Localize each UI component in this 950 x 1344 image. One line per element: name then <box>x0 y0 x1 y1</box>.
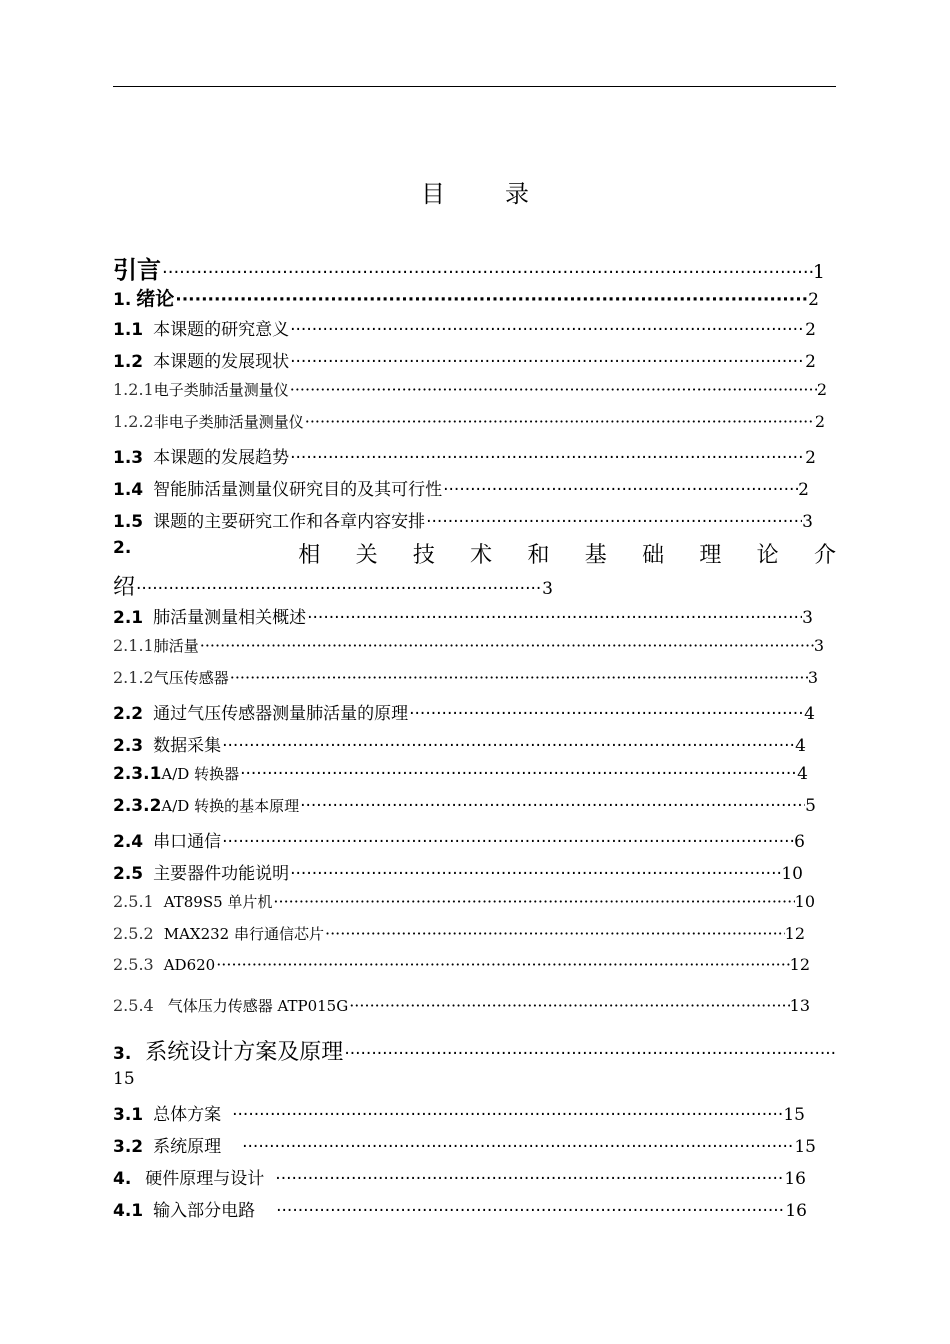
toc-entry[interactable] <box>113 603 813 628</box>
page-title <box>0 174 950 209</box>
toc-label: 非电子类肺活量测量仪 <box>153 413 304 431</box>
toc-entry[interactable] <box>113 379 827 400</box>
toc-entry[interactable] <box>113 284 819 311</box>
toc-leader <box>136 579 542 599</box>
toc-entry[interactable] <box>113 1035 836 1066</box>
toc-number: 1.4 <box>113 480 144 500</box>
toc-number: 2.5 <box>113 864 144 884</box>
toc-label: 绪论 <box>136 288 175 310</box>
toc-leader <box>242 1137 794 1157</box>
toc-label: 系统设计方案及原理 <box>145 1040 344 1065</box>
toc-label-char: 础 <box>642 543 665 568</box>
toc-number: 2.5.1 <box>113 892 154 911</box>
toc-leader <box>305 412 815 431</box>
toc-page: 5 <box>805 796 816 816</box>
toc-page: 10 <box>781 864 803 884</box>
toc-page: 12 <box>789 955 810 974</box>
toc-page: 15 <box>113 1069 135 1089</box>
toc-entry[interactable] <box>113 635 824 656</box>
toc-label-char: 理 <box>699 543 722 568</box>
toc-number: 2.3.1 <box>113 764 162 784</box>
toc-number: 1.2.2 <box>113 412 154 431</box>
toc-page: 10 <box>794 892 815 911</box>
toc-label: 通过气压传感器测量肺活量的原理 <box>153 704 409 724</box>
toc-page: 15 <box>794 1137 816 1157</box>
toc-label-char: 介 <box>813 543 836 568</box>
toc-number: 1. <box>113 290 132 310</box>
toc-number: 2.2 <box>113 704 144 724</box>
toc-number: 2.3.2 <box>113 796 162 816</box>
toc-page: 13 <box>789 996 810 1015</box>
toc-label: A/D 转换的基本原理 <box>161 797 300 815</box>
toc-entry-chapter-2[interactable] <box>113 538 836 569</box>
toc-entry[interactable] <box>113 315 816 340</box>
toc-leader <box>162 262 813 283</box>
toc-page: 15 <box>783 1105 805 1125</box>
toc-page: 2 <box>808 290 819 310</box>
toc-label-char: 基 <box>584 543 607 568</box>
toc-page: 4 <box>797 764 808 784</box>
toc-label: 本课题的发展现状 <box>153 352 290 372</box>
toc-label: 绍 <box>113 575 136 600</box>
toc-label: MAX232 串行通信芯片 <box>163 925 324 943</box>
toc-page: 16 <box>784 1169 806 1189</box>
toc-label: 电子类肺活量测量仪 <box>153 381 289 399</box>
toc-label: 输入部分电路 <box>153 1201 256 1221</box>
toc-page: 16 <box>785 1201 807 1221</box>
toc-number: 3. <box>113 1044 132 1064</box>
toc-label-char: 相 <box>298 543 321 568</box>
toc-page: 2 <box>805 320 816 340</box>
toc-label: A/D 转换器 <box>161 765 240 783</box>
toc-label-char: 论 <box>756 543 779 568</box>
toc-number: 2.4 <box>113 832 144 852</box>
toc-leader <box>222 832 794 852</box>
toc-page: 3 <box>542 579 553 599</box>
toc-entry[interactable] <box>113 891 815 912</box>
toc-entry-continuation[interactable] <box>113 1069 173 1089</box>
toc-leader <box>276 1201 785 1221</box>
title-char-1: 目 <box>421 180 445 208</box>
toc-number: 1.1 <box>113 320 144 340</box>
toc-number: 1.2.1 <box>113 380 154 399</box>
toc-label: AD620 <box>163 956 216 974</box>
toc-entry[interactable] <box>113 411 825 432</box>
toc-entry[interactable] <box>113 731 806 756</box>
toc-page: 2 <box>798 480 809 500</box>
toc-number: 2.5.2 <box>113 924 154 943</box>
toc-page: 2 <box>814 412 825 431</box>
toc-label: 本课题的发展趋势 <box>153 448 290 468</box>
toc-label: 课题的主要研究工作和各章内容安排 <box>153 512 426 532</box>
toc-label: 串口通信 <box>153 832 222 852</box>
toc-entry[interactable] <box>113 443 816 468</box>
toc-entry-continuation[interactable] <box>113 570 553 601</box>
toc-leader <box>216 955 789 974</box>
toc-number: 2.1.1 <box>113 636 154 655</box>
toc-number: 2.5.3 <box>113 955 154 974</box>
toc-leader <box>290 380 817 399</box>
toc-leader <box>230 668 808 687</box>
toc-entry[interactable] <box>113 1196 807 1221</box>
toc-number: 2.5.4 <box>113 996 154 1015</box>
toc-leader <box>443 480 798 500</box>
toc-label-char: 术 <box>470 543 493 568</box>
toc-leader <box>300 796 805 816</box>
toc-entry[interactable] <box>113 1164 806 1189</box>
toc-leader <box>426 512 802 532</box>
toc-page: 3 <box>802 512 813 532</box>
toc-label-char: 和 <box>527 543 550 568</box>
toc-leader <box>240 764 797 784</box>
toc-number: 1.3 <box>113 448 144 468</box>
toc-entry[interactable] <box>113 475 809 500</box>
toc-leader <box>290 864 781 884</box>
toc-leader <box>349 996 789 1015</box>
toc-label: 硬件原理与设计 <box>145 1169 265 1189</box>
toc-entry[interactable] <box>113 763 808 784</box>
toc-number: 2.1.2 <box>113 668 154 687</box>
toc-entry[interactable] <box>113 699 815 724</box>
toc-page: 1 <box>812 261 825 283</box>
toc-label: 本课题的研究意义 <box>153 320 290 340</box>
toc-label: AT89S5 单片机 <box>163 893 273 911</box>
toc-leader <box>307 608 802 628</box>
toc-leader <box>290 320 805 340</box>
toc-label-char: 关 <box>355 543 378 568</box>
toc-label: 智能肺活量测量仪研究目的及其可行性 <box>153 480 443 500</box>
toc-page: 12 <box>784 924 805 943</box>
toc-number: 2.3 <box>113 736 144 756</box>
toc-entry[interactable] <box>113 995 810 1016</box>
toc-leader <box>290 352 805 372</box>
toc-number: 2. <box>113 538 132 558</box>
title-char-2: 录 <box>505 180 529 208</box>
toc-label: 数据采集 <box>153 736 222 756</box>
toc-page: 3 <box>807 668 818 687</box>
toc-entry[interactable] <box>113 667 818 688</box>
toc-label: 肺活量测量相关概述 <box>153 608 307 628</box>
toc-page: 4 <box>795 736 806 756</box>
toc-entry[interactable] <box>113 923 805 944</box>
toc-entry[interactable] <box>113 795 816 816</box>
toc-entry[interactable] <box>113 955 810 974</box>
toc-leader <box>344 1044 836 1064</box>
toc-leader <box>325 924 785 943</box>
toc-number: 3.2 <box>113 1137 144 1157</box>
toc-leader <box>232 1105 783 1125</box>
toc-leader <box>175 290 808 310</box>
toc-label: 气压传感器 <box>153 669 229 687</box>
toc-label: 肺活量 <box>153 637 199 655</box>
toc-leader <box>222 736 795 756</box>
toc-number: 4.1 <box>113 1201 144 1221</box>
toc-page: 6 <box>794 832 805 852</box>
toc-entry[interactable] <box>113 250 825 285</box>
toc-entry[interactable] <box>113 859 803 884</box>
toc-number: 1.5 <box>113 512 144 532</box>
toc-leader <box>409 704 804 724</box>
toc-number: 2.1 <box>113 608 144 628</box>
toc-page: 3 <box>802 608 813 628</box>
toc-entry[interactable] <box>113 507 813 532</box>
toc-page: 2 <box>805 352 816 372</box>
toc-label: 总体方案 <box>153 1105 222 1125</box>
toc-label-char: 技 <box>412 543 435 568</box>
toc-leader <box>273 892 794 911</box>
toc-leader <box>275 1169 784 1189</box>
toc-label: 引言 <box>113 256 161 284</box>
toc-entry[interactable] <box>113 347 816 372</box>
toc-entry[interactable] <box>113 1132 816 1157</box>
toc-number: 4. <box>113 1169 132 1189</box>
toc-page: 2 <box>805 448 816 468</box>
toc-page: 2 <box>816 380 827 399</box>
header-rule <box>113 86 836 87</box>
toc-entry[interactable] <box>113 1100 805 1125</box>
toc-number: 3.1 <box>113 1105 144 1125</box>
toc-number: 1.2 <box>113 352 144 372</box>
toc-label: 系统原理 <box>153 1137 222 1157</box>
toc-entry[interactable] <box>113 827 805 852</box>
toc-leader <box>290 448 805 468</box>
toc-label: 主要器件功能说明 <box>153 864 290 884</box>
toc-page: 4 <box>804 704 815 724</box>
toc-label: 气体压力传感器 ATP015G <box>167 997 349 1015</box>
toc-leader <box>200 636 814 655</box>
toc-page: 3 <box>813 636 824 655</box>
